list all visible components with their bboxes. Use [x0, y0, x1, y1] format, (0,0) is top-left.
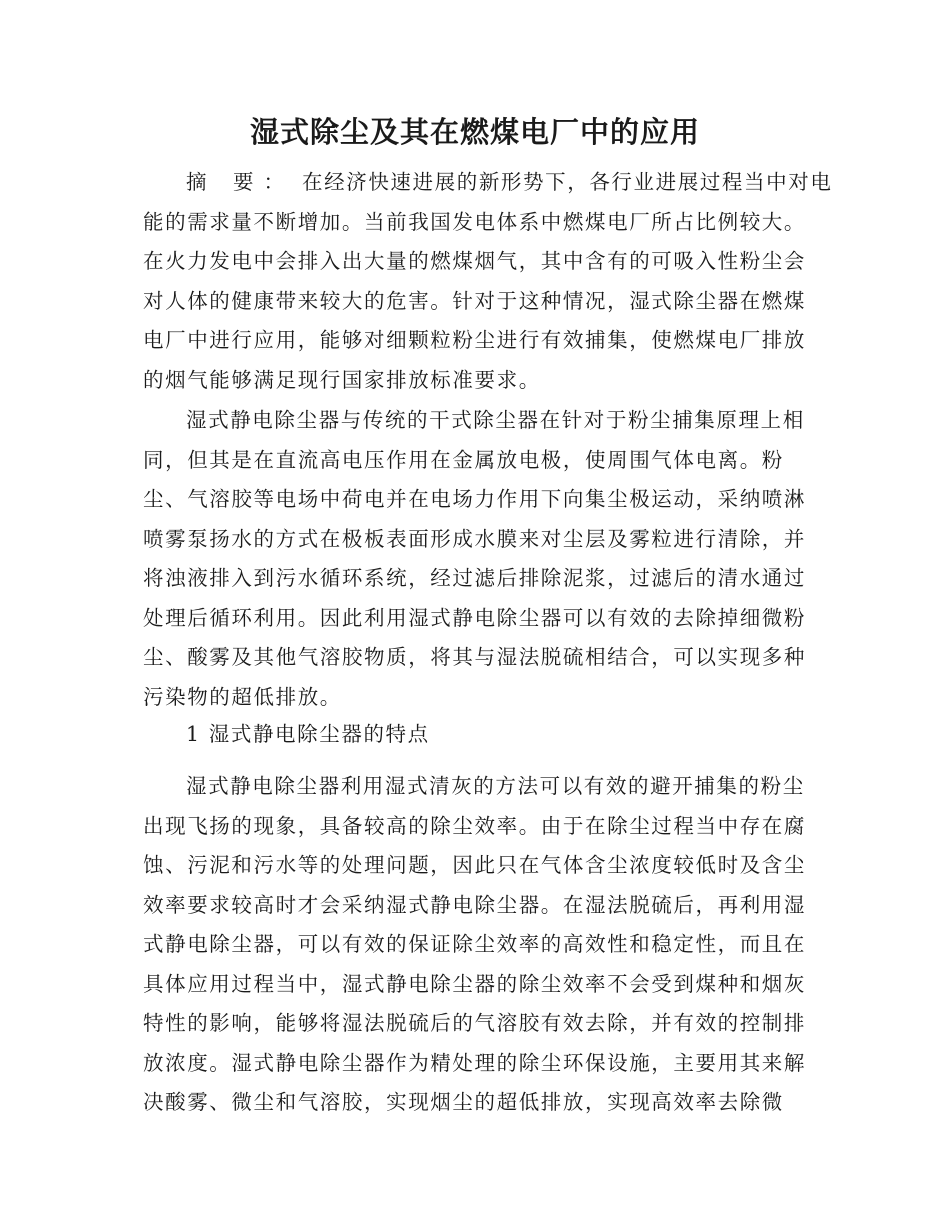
paragraph-line: 湿式静电除尘器利用湿式清灰的方法可以有效的避开捕集的粉尘 [186, 774, 805, 798]
abstract-text: 在经济快速进展的新形势下，各行业进展过程当中对电 [302, 170, 833, 194]
paragraph-line: 尘、气溶胶等电场中荷电并在电场力作用下向集尘极运动，采纳喷淋 [143, 487, 806, 511]
abstract-line: 电厂中进行应用，能够对细颗粒粉尘进行有效捕集，使燃煤电厂排放 [143, 328, 806, 352]
abstract-paragraph [143, 163, 833, 400]
paragraph-line: 同，但其是在直流高电压作用在金属放电极，使周围气体电离。粉 [143, 447, 784, 472]
paragraph-line: 效率要求较高时才会采纳湿式静电除尘器。在湿法脱硫后，再利用湿 [143, 892, 806, 917]
paragraph-line: 将浊液排入到污水循环系统，经过滤后排除泥浆，过滤后的清水通过 [143, 566, 806, 590]
paragraph-line: 决酸雾、微尘和气溶胶，实现烟尘的超低排放，实现高效率去除微 [143, 1090, 784, 1114]
paragraph-line: 具体应用过程当中，湿式静电除尘器的除尘效率不会受到煤种和烟灰 [143, 971, 806, 996]
paragraph-line: 蚀、污泥和污水等的处理问题，因此只在气体含尘浓度较低时及含尘 [143, 853, 806, 877]
paragraph-line: 污染物的超低排放。 [143, 684, 342, 709]
paragraph-line: 喷雾泵扬水的方式在极板表面形成水膜来对尘层及雾粒进行清除，并 [143, 526, 806, 551]
abstract-line: 能的需求量不断增加。当前我国发电体系中燃煤电厂所占比例较大。 [143, 209, 806, 234]
abstract-label: 摘 要： [186, 170, 295, 194]
abstract-line: 的烟气能够满足现行国家排放标准要求。 [143, 367, 541, 392]
paragraph-line: 特性的影响，能够将湿法脱硫后的气溶胶有效去除，并有效的控制排 [143, 1011, 806, 1035]
paragraph-line: 尘、酸雾及其他气溶胶物质，将其与湿法脱硫相结合，可以实现多种 [143, 645, 806, 669]
paragraph-line: 式静电除尘器，可以有效的保证除尘效率的高效性和稳定性，而且在 [143, 932, 806, 956]
body-paragraph [143, 401, 806, 717]
paragraph-line: 处理后循环利用。因此利用湿式静电除尘器可以有效的去除掉细微粉 [143, 605, 806, 630]
section-heading [143, 715, 803, 755]
section-heading-text: 1 湿式静电除尘器的特点 [186, 722, 430, 746]
abstract-line: 对人体的健康带来较大的危害。针对于这种情况，湿式除尘器在燃煤 [143, 288, 806, 313]
abstract-line [143, 163, 833, 203]
abstract-line: 在火力发电中会排入出大量的燃煤烟气，其中含有的可吸入性粉尘会 [143, 249, 806, 273]
section-paragraph [143, 767, 806, 1123]
document-title: 湿式除尘及其在燃煤电厂中的应用 [249, 115, 700, 149]
paragraph-line: 湿式静电除尘器与传统的干式除尘器在针对于粉尘捕集原理上相 [186, 408, 805, 432]
paragraph-line: 出现飞扬的现象，具备较高的除尘效率。由于在除尘过程当中存在腐 [143, 813, 806, 838]
paragraph-line: 放浓度。湿式静电除尘器作为精处理的除尘环保设施，主要用其来解 [143, 1050, 806, 1075]
